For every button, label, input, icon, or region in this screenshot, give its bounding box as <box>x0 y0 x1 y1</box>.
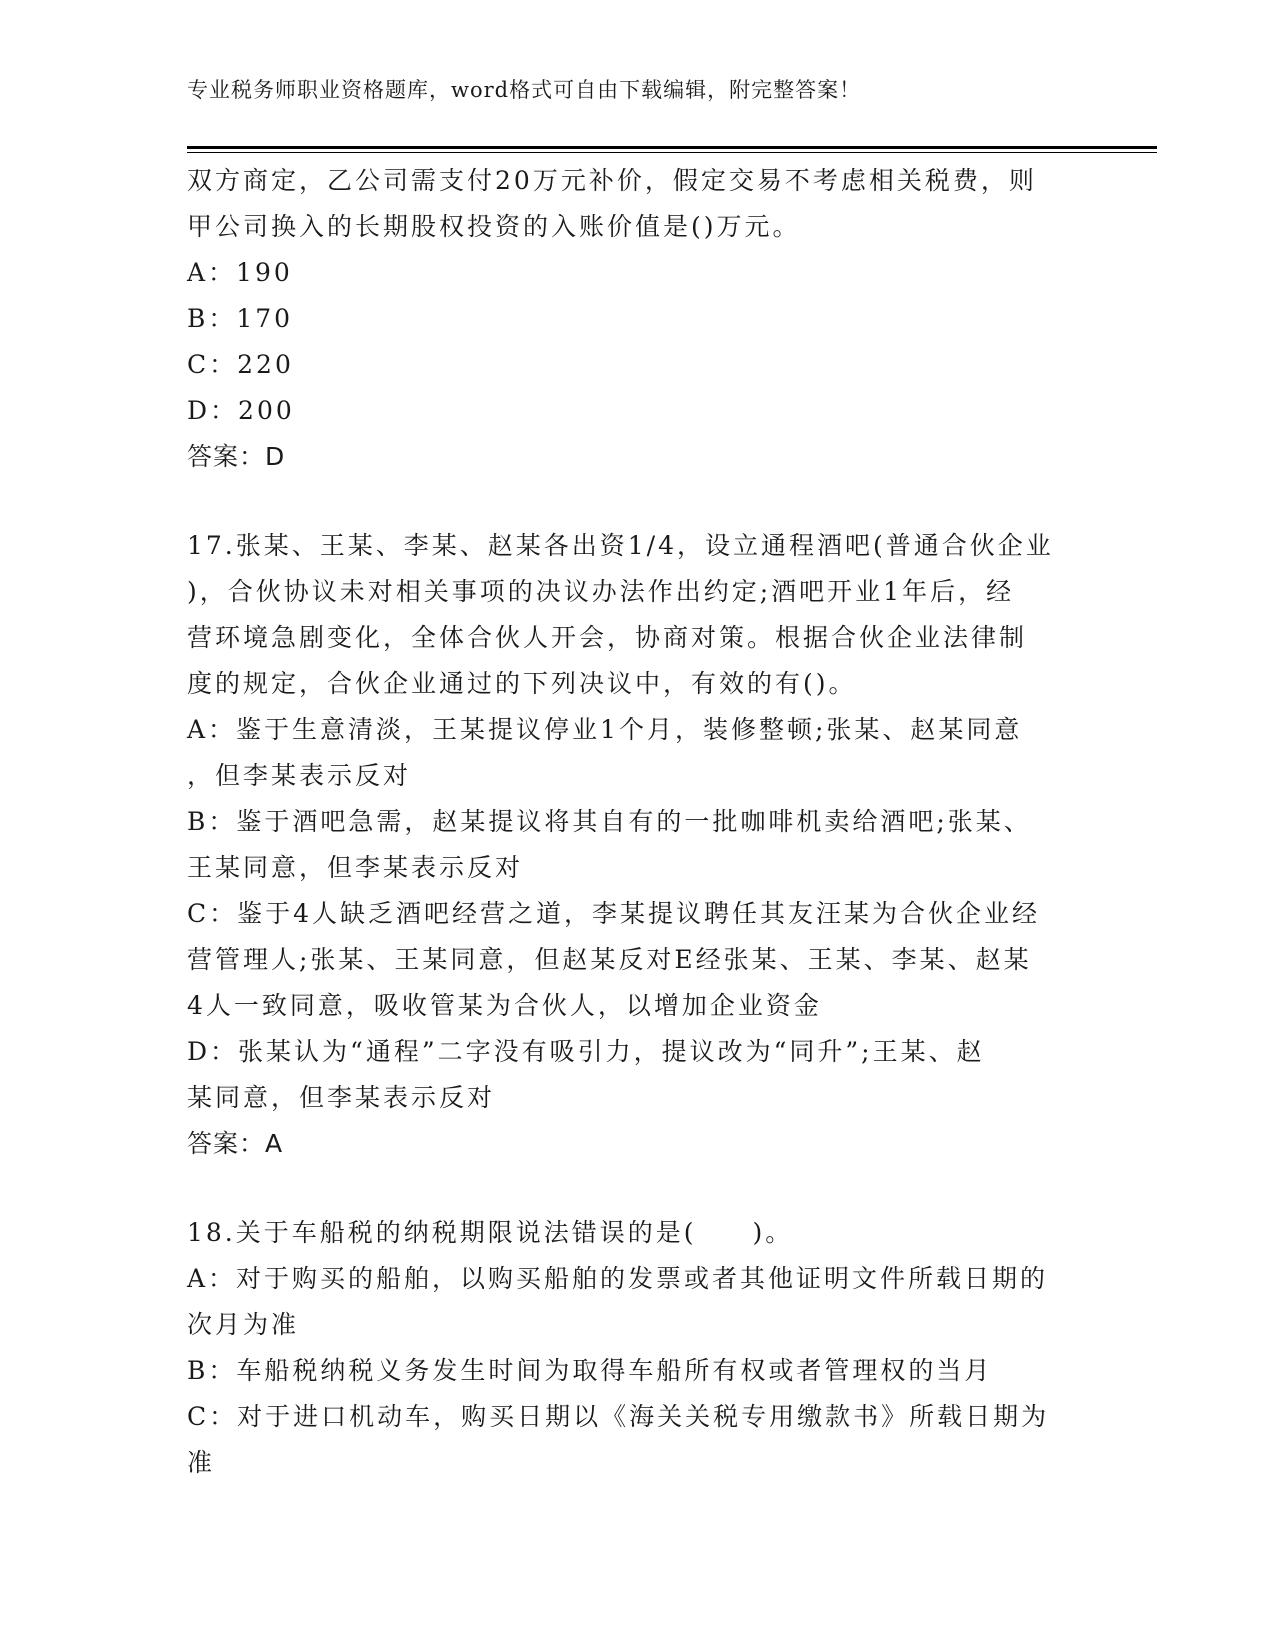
question-gap <box>187 480 1087 523</box>
question-17-stem-line: 营环境急剧变化，全体合伙人开会，协商对策。根据合伙企业法律制 <box>187 623 1028 652</box>
question-18-option-c-cont: 准 <box>187 1448 216 1477</box>
question-16-option-d: D：200 <box>187 396 295 425</box>
question-17-option-c-cont: 4人一致同意，吸收管某为合伙人，以增加企业资金 <box>187 991 822 1020</box>
question-16-option-c: C：220 <box>187 350 294 379</box>
header-rule-thick <box>187 146 1157 149</box>
header-rule-thin <box>187 152 1157 153</box>
question-16-answer: 答案：D <box>187 442 286 471</box>
question-17-option-a: A：鉴于生意清淡，王某提议停业1个月，装修整顿;张某、赵某同意 <box>187 715 1023 744</box>
question-17-option-c-cont: 营管理人;张某、王某同意，但赵某反对E经张某、王某、李某、赵某 <box>187 945 1032 974</box>
question-17-option-b-cont: 王某同意，但李某表示反对 <box>187 853 524 882</box>
question-content <box>187 158 1087 1486</box>
question-16-option-a: A：190 <box>187 258 293 287</box>
question-17-option-d-cont: 某同意，但李某表示反对 <box>187 1083 496 1112</box>
question-17-option-b: B：鉴于酒吧急需，赵某提议将其自有的一批咖啡机卖给酒吧;张某、 <box>187 807 1032 836</box>
question-18-stem-line: 18.关于车船税的纳税期限说法错误的是( )。 <box>187 1218 794 1247</box>
question-17-option-d: D：张某认为“通程”二字没有吸引力，提议改为“同升”;王某、赵 <box>187 1037 985 1066</box>
question-16-option-b: B：170 <box>187 304 294 333</box>
question-17-stem-line: 17.张某、王某、李某、赵某各出资1/4，设立通程酒吧(普通合伙企业 <box>187 531 1054 560</box>
question-18-option-a: A：对于购买的船舶，以购买船舶的发票或者其他证明文件所载日期的 <box>187 1264 1049 1293</box>
question-18-option-a-cont: 次月为准 <box>187 1310 300 1339</box>
question-gap <box>187 1167 1087 1210</box>
question-17-stem-line: )，合伙协议未对相关事项的决议办法作出约定;酒吧开业1年后，经 <box>187 577 1015 606</box>
question-18-option-b: B：车船税纳税义务发生时间为取得车船所有权或者管理权的当月 <box>187 1356 993 1385</box>
question-16-stem-line: 双方商定，乙公司需支付20万元补价，假定交易不考虑相关税费，则 <box>187 166 1037 195</box>
question-17-answer: 答案：A <box>187 1129 284 1158</box>
question-17-stem-line: 度的规定，合伙企业通过的下列决议中，有效的有()。 <box>187 669 857 698</box>
question-17-option-c: C：鉴于4人缺乏酒吧经营之道，李某提议聘任其友汪某为合伙企业经 <box>187 899 1041 928</box>
question-17-option-a-cont: ，但李某表示反对 <box>187 761 412 790</box>
question-16-stem-line: 甲公司换入的长期股权投资的入账价值是()万元。 <box>187 212 801 241</box>
page-header: 专业税务师职业资格题库，word格式可自由下载编辑，附完整答案！ <box>187 78 862 102</box>
question-18-option-c: C：对于进口机动车，购买日期以《海关关税专用缴款书》所载日期为 <box>187 1402 1050 1431</box>
